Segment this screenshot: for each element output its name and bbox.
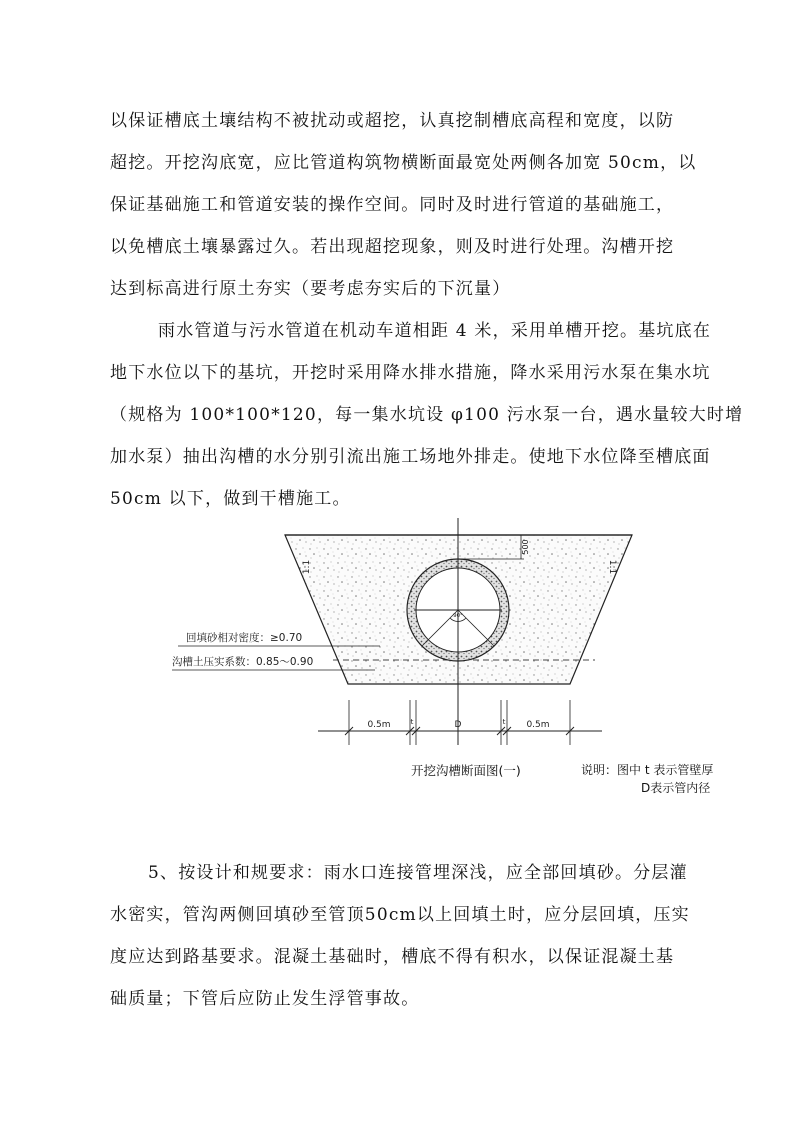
paragraph-2-line-5: 50cm 以下，做到干槽施工。 xyxy=(110,489,351,509)
paragraph-2-line-2: 地下水位以下的基坑，开挖时采用降水排水措施，降水采用污水泵在集水坑 xyxy=(110,363,711,383)
slope-left-label: 1:1 xyxy=(302,559,312,575)
dim-t-left-label: t xyxy=(410,718,414,726)
dim-diameter-label: D xyxy=(454,720,462,730)
paragraph-2-line-1: 雨水管道与污水管道在机动车道相距 4 米，采用单槽开挖。基坑底在 xyxy=(158,321,712,341)
paragraph-1-line-5: 达到标高进行原土夯实（要考虑夯实后的下沉量） xyxy=(110,279,511,299)
paragraph-3-line-1: 5、按设计和规要求：雨水口连接管埋深浅，应全部回填砂。分层灌 xyxy=(148,863,688,883)
figure-note-line-2: D表示管内径 xyxy=(641,781,711,795)
dim-t-right-label: t xyxy=(502,718,506,726)
cover-dimension-label: 500 xyxy=(521,539,530,555)
dim-left-label: 0.5m xyxy=(367,720,391,730)
dim-right-label: 0.5m xyxy=(526,720,550,730)
figure-caption: 开挖沟槽断面图(一) xyxy=(411,763,521,778)
angle-label: 90° xyxy=(453,613,463,619)
paragraph-1-line-2: 超挖。开挖沟底宽，应比管道构筑物横断面最宽处两侧各加宽 50cm，以 xyxy=(110,153,697,173)
paragraph-2-line-4: 加水泵）抽出沟槽的水分别引流出施工场地外排走。使地下水位降至槽底面 xyxy=(110,447,711,467)
paragraph-1-line-3: 保证基础施工和管道安装的操作空间。同时及时进行管道的基础施工， xyxy=(110,195,675,215)
compaction-label: 沟槽土压实系数：0.85～0.90 xyxy=(172,656,314,668)
paragraph-1-line-1: 以保证槽底土壤结构不被扰动或超挖，认真挖制槽底高程和宽度，以防 xyxy=(110,111,675,131)
paragraph-1-line-4: 以免槽底土壤暴露过久。若出现超挖现象，则及时进行处理。沟槽开挖 xyxy=(110,237,675,257)
figure-note-line-1: 说明：图中 t 表示管壁厚 xyxy=(581,763,714,777)
paragraph-3-line-4: 础质量；下管后应防止发生浮管事故。 xyxy=(110,989,420,1009)
paragraph-3-line-3: 度应达到路基要求。混凝土基础时，槽底不得有积水，以保证混凝土基 xyxy=(110,947,675,967)
paragraph-2-line-3: （规格为 100*100*120，每一集水坑设 φ100 污水泵一台，遇水量较大时增 xyxy=(110,405,744,425)
sand-density-label: 回填砂相对密度：≥0.70 xyxy=(186,632,303,644)
slope-right-label: 1:1 xyxy=(607,559,617,575)
paragraph-3-line-2: 水密实，管沟两侧回填砂至管顶50cm以上回填土时，应分层回填，压实 xyxy=(110,905,690,925)
